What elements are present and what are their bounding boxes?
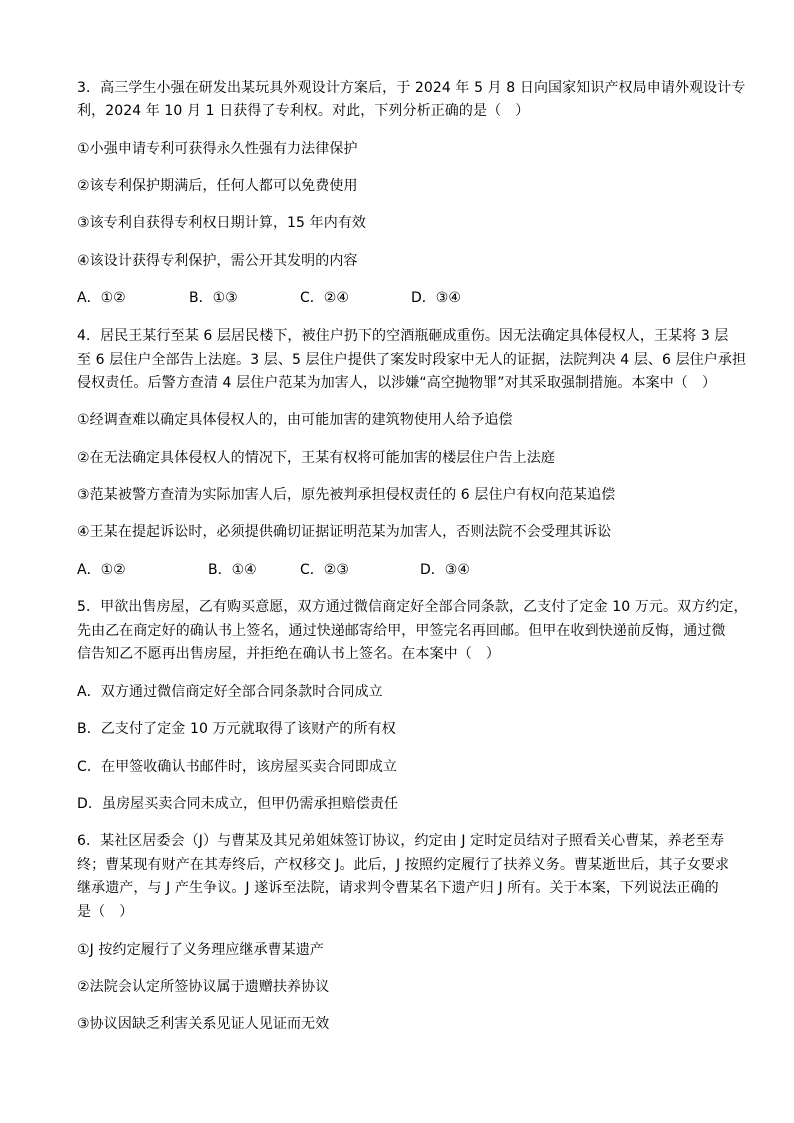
- q3-item-3: ③该专利自获得专利权日期计算，15 年内有效: [77, 215, 367, 231]
- q6-stem-line-3: 继承遗产，与 J 产生争议。J 遂诉至法院，请求判令曹某名下遗产归 J 所有。关于本案，下列说法正确的: [77, 880, 719, 896]
- q4-stem-line-1: 4．居民王某行至某 6 层居民楼下，被住户扔下的空酒瓶砸成重伤。因无法确定具体侵权人，王某将 3 层: [77, 328, 729, 344]
- q5-stem-line-2: 先由乙在商定好的确认书上签名，通过快递邮寄给甲，甲签完名再回邮。但甲在收到快递前反悔，通过微: [77, 623, 726, 639]
- q4-item-1: ①经调查难以确定具体侵权人的，由可能加害的建筑物使用人给予追偿: [77, 412, 513, 428]
- q3-option-c: C．②④: [300, 290, 349, 306]
- q3-option-a: A．①②: [77, 290, 126, 306]
- q3-stem-line-1: 3．高三学生小强在研发出某玩具外观设计方案后，于 2024 年 5 月 8 日向国家知识产权局申请外观设计专: [77, 80, 746, 96]
- q5-option-b: B．乙支付了定金 10 万元就取得了该财产的所有权: [77, 721, 396, 737]
- q6-item-1: ①J 按约定履行了义务理应继承曹某遗产: [77, 942, 325, 958]
- q6-stem-line-2: 终；曹某现有财产在其寿终后，产权移交 J。此后，J 按照约定履行了扶养义务。曹某逝世后，其子女要求: [77, 857, 730, 873]
- q6-stem-line-4: 是（ ）: [77, 904, 134, 920]
- q4-item-4: ④王某在提起诉讼时，必须提供确切证据证明范某为加害人，否则法院不会受理其诉讼: [77, 524, 612, 540]
- q5-option-a: A．双方通过微信商定好全部合同条款时合同成立: [77, 684, 383, 700]
- q6-stem-line-1: 6．某社区居委会（J）与曹某及其兄弟姐妹签订协议，约定由 J 定时定员结对子照看关心曹某，养老至寿: [77, 833, 724, 849]
- q4-option-a: A．①②: [77, 562, 126, 578]
- q4-option-c: C．②③: [300, 562, 349, 578]
- q4-stem-line-3: 侵权责任。后警方查清 4 层住户范某为加害人，以涉嫌“高空抛物罪”对其采取强制措施。本案中（ ）: [77, 375, 717, 391]
- q5-stem-line-1: 5．甲欲出售房屋，乙有购买意愿，双方通过微信商定好全部合同条款，乙支付了定金 10 万元。双方约定，: [77, 599, 748, 615]
- q4-option-b: B．①④: [208, 562, 257, 578]
- q6-item-2: ②法院会认定所签协议属于遗赠扶养协议: [77, 979, 330, 995]
- q4-item-3: ③范某被警方查清为实际加害人后，原先被判承担侵权责任的 6 层住户有权向范某追偿: [77, 487, 616, 503]
- q5-option-c: C．在甲签收确认书邮件时，该房屋买卖合同即成立: [77, 759, 398, 775]
- q3-item-1: ①小强申请专利可获得永久性强有力法律保护: [77, 141, 358, 157]
- q3-option-b: B．①③: [189, 290, 238, 306]
- q5-option-d: D．虽房屋买卖合同未成立，但甲仍需承担赔偿责任: [77, 796, 399, 812]
- q4-item-2: ②在无法确定具体侵权人的情况下，王某有权将可能加害的楼层住户告上法庭: [77, 450, 555, 466]
- q5-stem-line-3: 信告知乙不愿再出售房屋，并拒绝在确认书上签名。在本案中（ ）: [77, 646, 500, 662]
- q3-stem-line-2: 利，2024 年 10 月 1 日获得了专利权。对此，下列分析正确的是（ ）: [77, 103, 530, 119]
- q3-item-4: ④该设计获得专利保护，需公开其发明的内容: [77, 253, 358, 269]
- q4-stem-line-2: 至 6 层住户全部告上法庭。3 层、5 层住户提供了案发时段家中无人的证据，法院判决 4 层、6 层住户承担: [77, 352, 747, 368]
- q3-option-d: D．③④: [411, 290, 461, 306]
- q4-option-d: D．③④: [420, 562, 470, 578]
- q3-item-2: ②该专利保护期满后，任何人都可以免费使用: [77, 178, 358, 194]
- q6-item-3: ③协议因缺乏利害关系见证人见证而无效: [77, 1016, 330, 1032]
